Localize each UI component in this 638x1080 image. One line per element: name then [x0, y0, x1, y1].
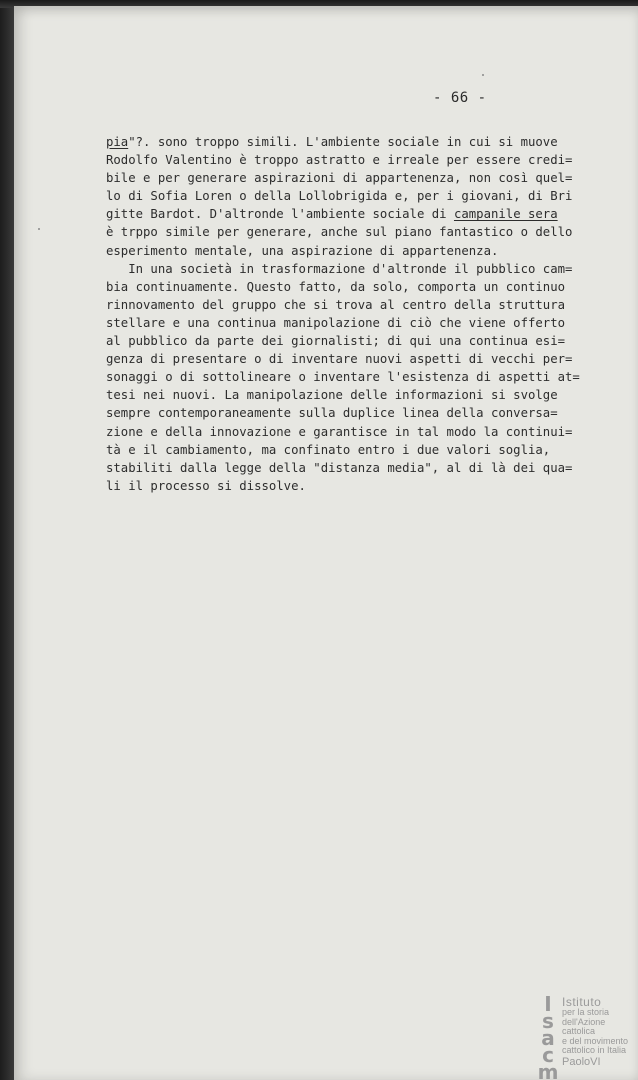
underlined-text: pia: [106, 135, 129, 149]
logo-letter: m: [537, 1060, 559, 1080]
text-line: [106, 404, 576, 422]
text-line: [106, 477, 576, 495]
logo-letter: a: [541, 1026, 555, 1050]
text-line: [106, 205, 576, 223]
text-segment: al pubblico da parte dei giornalisti; di qui una continua esi=: [106, 334, 566, 349]
logo-letter: I: [544, 992, 552, 1016]
text-line: [106, 296, 576, 314]
text-line: [106, 423, 576, 441]
text-line: [106, 187, 576, 205]
binding-shadow: [0, 0, 14, 1080]
text-segment: "?. sono troppo simili. L'ambiente sociale in cui si muove: [128, 135, 558, 149]
text-segment: è trppo simile per generare, anche sul piano fantastico o dello: [106, 225, 573, 240]
logo-text-line: e del movimento: [562, 1035, 629, 1046]
page-number: - 66 -: [433, 90, 487, 106]
text-segment: stellare e una continua manipolazione di ciò che viene offerto: [106, 315, 566, 330]
logo-monogram: [536, 992, 560, 1080]
text-line: [106, 332, 576, 350]
logo-institute-name: [562, 996, 634, 1068]
text-segment: lo di Sofia Loren o della Lollobrigida e, per i giovani, di Bri: [106, 189, 573, 204]
logo-text-line: per la storia: [562, 1007, 610, 1017]
text-line: [106, 350, 576, 368]
logo-text-line: dell'Azione cattolica: [562, 1016, 606, 1036]
text-line: [106, 242, 576, 260]
logo-text-line: PaoloVI: [562, 1055, 601, 1068]
text-line: [106, 441, 576, 459]
text-segment: bile e per generare aspirazioni di appartenenza, non così quel=: [106, 171, 573, 186]
logo-letter: c: [542, 1043, 554, 1067]
text-line: [106, 386, 576, 404]
text-segment: rinnovamento del gruppo che si trova al centro della struttura: [106, 297, 566, 312]
text-line: [106, 260, 576, 278]
text-line: [106, 278, 576, 296]
isacem-logo: [536, 992, 632, 1080]
paper-speck: [38, 228, 40, 230]
text-line: [106, 459, 576, 477]
text-segment: tesi nei nuovi. La manipolazione delle informazioni si svolge: [106, 388, 558, 403]
text-segment: sempre contemporaneamente sulla duplice linea della conversa=: [106, 406, 558, 421]
text-segment: In una società in trasformazione d'altronde il pubblico cam=: [106, 261, 573, 276]
text-segment: stabiliti dalla legge della "distanza media", al di là dei qua=: [106, 460, 573, 475]
text-segment: genza di presentare o di inventare nuovi aspetti di vecchi per=: [106, 352, 573, 367]
text-line: [106, 368, 580, 386]
text-line: [106, 223, 576, 241]
text-segment: Rodolfo Valentino è troppo astratto e irreale per essere credi=: [106, 153, 573, 168]
underlined-text: campanile sera: [453, 207, 558, 222]
logo-text-line: Istituto: [562, 995, 602, 1009]
text-line: [106, 314, 576, 332]
logo-text-line: cattolico in Italia: [562, 1045, 627, 1055]
text-segment: esperimento mentale, una aspirazione di appartenenza.: [106, 243, 499, 258]
text-segment: zione e della innovazione e garantisce in tal modo la continui=: [106, 424, 573, 439]
typewritten-body-text: [106, 133, 580, 495]
text-segment: bia continuamente. Questo fatto, da solo, comporta un continuo: [106, 279, 566, 294]
text-segment: li il processo si dissolve.: [106, 478, 306, 493]
text-line: [106, 133, 576, 151]
text-line: [106, 151, 576, 169]
text-line: [106, 169, 576, 187]
text-segment: gitte Bardot. D'altronde l'ambiente sociale di: [106, 207, 454, 222]
text-segment: tà e il cambiamento, ma confinato entro i due valori soglia,: [106, 442, 551, 457]
logo-letter: s: [542, 1009, 554, 1033]
text-segment: sonaggi o di sottolineare o inventare l'esistenza di aspetti at=: [106, 370, 580, 385]
paper-speck: [482, 74, 484, 76]
